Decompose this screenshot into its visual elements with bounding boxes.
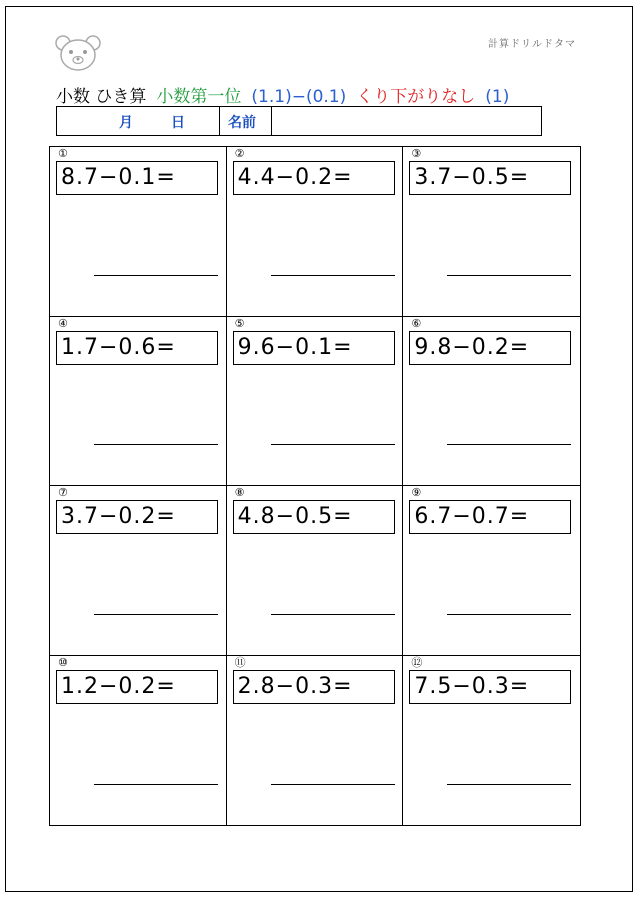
day-label: 日 — [171, 115, 185, 131]
problem-expression: 9.6−0.1= — [233, 331, 395, 365]
answer-line[interactable] — [271, 614, 395, 615]
problem-number: ④ — [58, 316, 68, 330]
problem-cell — [403, 147, 580, 317]
title-sheet-number: (1) — [485, 87, 510, 107]
answer-line[interactable] — [447, 614, 571, 615]
worksheet-title — [56, 82, 519, 107]
problem-expression: 3.7−0.2= — [56, 500, 218, 534]
problem-grid — [49, 146, 581, 826]
problem-expression: 8.7−0.1= — [56, 161, 218, 195]
brand-text: 計算ドリルドタマ — [488, 39, 576, 50]
answer-line[interactable] — [94, 784, 218, 785]
problem-cell — [50, 486, 227, 656]
problem-expression: 3.7−0.5= — [409, 161, 571, 195]
problem-cell — [403, 317, 580, 487]
problem-cell — [227, 486, 404, 656]
problem-number: ⑦ — [58, 486, 68, 499]
title-format: (1.1)−(0.1) — [251, 87, 347, 107]
title-subject: 小数 ひき算 — [56, 87, 147, 107]
answer-line[interactable] — [94, 275, 218, 276]
problem-number: ⑨ — [411, 486, 422, 499]
problem-number: ⑫ — [411, 655, 423, 669]
answer-line[interactable] — [447, 444, 571, 445]
problem-expression: 4.8−0.5= — [233, 500, 395, 534]
bear-logo-icon — [54, 33, 102, 73]
problem-number: ⑧ — [234, 486, 245, 499]
answer-line[interactable] — [271, 444, 395, 445]
problem-number: ⑪ — [234, 655, 246, 669]
problem-number: ⑤ — [234, 316, 245, 330]
problem-number: ① — [58, 147, 68, 160]
problem-cell — [50, 317, 227, 487]
date-field[interactable] — [57, 107, 220, 135]
title-level: 小数第一位 — [156, 87, 242, 107]
name-field[interactable] — [272, 107, 541, 135]
answer-line[interactable] — [94, 444, 218, 445]
problem-expression: 2.8−0.3= — [233, 670, 395, 704]
problem-number: ⑩ — [58, 655, 68, 669]
answer-line[interactable] — [447, 784, 571, 785]
problem-cell — [50, 656, 227, 826]
problem-number: ③ — [411, 147, 422, 160]
problem-cell — [50, 147, 227, 317]
problem-cell — [227, 317, 404, 487]
problem-cell — [227, 656, 404, 826]
problem-number: ② — [234, 147, 245, 160]
month-label: 月 — [119, 115, 133, 131]
problem-expression: 9.8−0.2= — [409, 331, 571, 365]
name-date-bar — [56, 106, 542, 136]
problem-cell — [227, 147, 404, 317]
answer-line[interactable] — [271, 784, 395, 785]
problem-cell — [403, 656, 580, 826]
answer-line[interactable] — [447, 275, 571, 276]
problem-number: ⑥ — [411, 316, 422, 330]
title-condition: くり下がりなし — [356, 87, 476, 107]
answer-line[interactable] — [94, 614, 218, 615]
problem-expression: 4.4−0.2= — [233, 161, 395, 195]
problem-expression: 6.7−0.7= — [409, 500, 571, 534]
answer-line[interactable] — [271, 275, 395, 276]
problem-expression: 1.2−0.2= — [56, 670, 218, 704]
problem-cell — [403, 486, 580, 656]
problem-expression: 1.7−0.6= — [56, 331, 218, 365]
problem-expression: 7.5−0.3= — [409, 670, 571, 704]
name-label: 名前 — [220, 107, 272, 135]
